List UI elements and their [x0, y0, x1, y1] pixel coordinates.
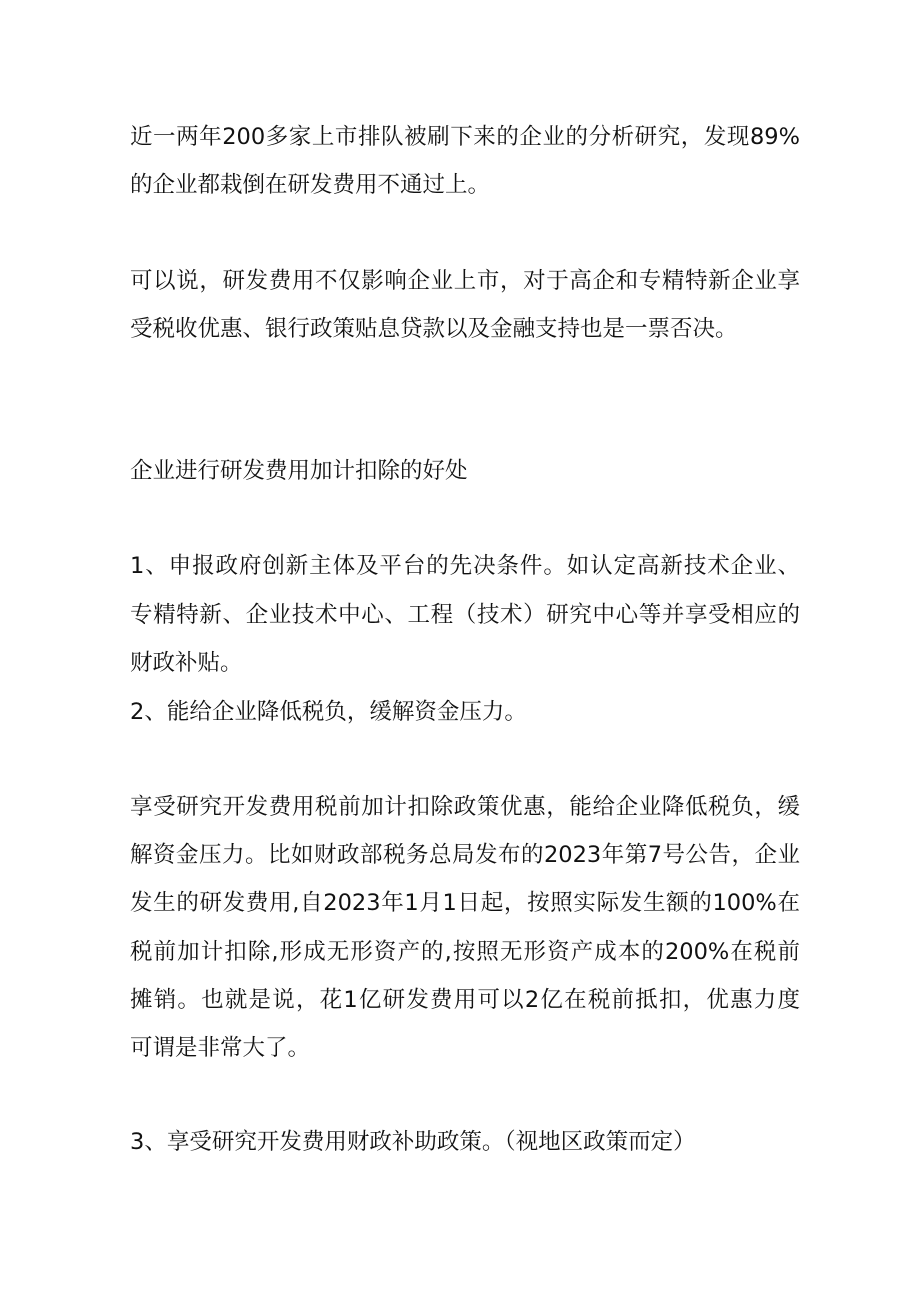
paragraph-line: 税前加计扣除,形成无形资产的,按照无形资产成本的200%在税前 [130, 939, 800, 965]
paragraph-line: 受税收优惠、银行政策贴息贷款以及金融支持也是一票否决。 [130, 316, 738, 342]
list-item-line: 3、享受研究开发费用财政补助政策。（视地区政策而定） [130, 1129, 696, 1155]
list-item-line: 1、申报政府创新主体及平台的先决条件。如认定高新技术企业、 [130, 553, 800, 579]
paragraph-line: 享受研究开发费用税前加计扣除政策优惠，能给企业降低税负，缓 [130, 794, 800, 820]
paragraph-line: 近一两年200多家上市排队被刷下来的企业的分析研究，发现89% [130, 124, 800, 150]
paragraph-line: 的企业都栽倒在研发费用不通过上。 [130, 172, 491, 198]
paragraph-line: 发生的研发费用,自2023年1月1日起，按照实际发生额的100%在 [130, 890, 800, 916]
list-item-line: 专精特新、企业技术中心、工程（技术）研究中心等并享受相应的 [130, 602, 800, 628]
paragraph-line: 可谓是非常大了。 [130, 1035, 311, 1061]
paragraph-line: 解资金压力。比如财政部税务总局发布的2023年第7号公告，企业 [130, 842, 800, 868]
list-item-line: 2、能给企业降低税负，缓解资金压力。 [130, 699, 527, 725]
paragraph-line: 可以说，研发费用不仅影响企业上市，对于高企和专精特新企业享 [130, 268, 800, 294]
section-heading: 企业进行研发费用加计扣除的好处 [130, 458, 468, 484]
list-item-line: 财政补贴。 [130, 650, 243, 676]
paragraph-line: 摊销。也就是说，花1亿研发费用可以2亿在税前抵扣，优惠力度 [130, 987, 800, 1013]
